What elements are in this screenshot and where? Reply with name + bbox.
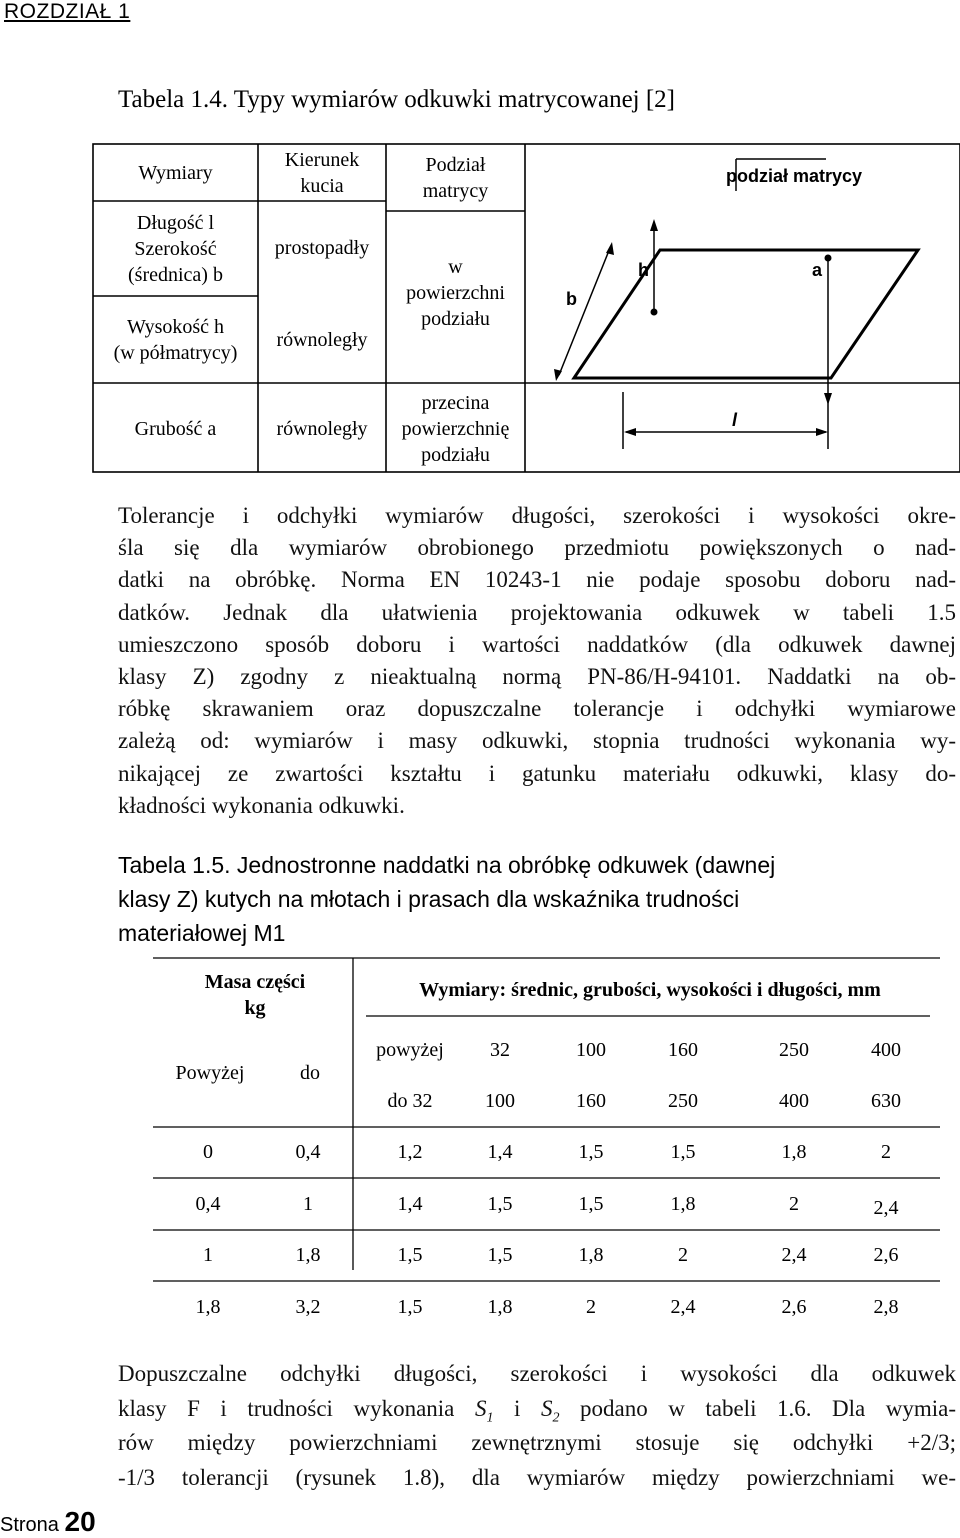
table-1-5-cell: 2: [586, 1296, 596, 1318]
page-label: Strona: [0, 1514, 59, 1536]
table-1-5-mass-to: 1: [303, 1193, 313, 1215]
label-h: h: [638, 260, 649, 280]
table-1-5-mass-from: 0: [203, 1141, 213, 1163]
page-number: 20: [64, 1506, 96, 1537]
table-1-5-cell: 1,8: [670, 1193, 696, 1215]
paragraph-1-line: nikającej ze zwartości kształtu i gatunku materiału odkuwki, klasy do-: [118, 760, 956, 786]
table-1-5-cell: 1,4: [397, 1193, 423, 1215]
table-1-5-cell: 1,8: [487, 1296, 513, 1318]
paragraph-1-line: klasy Z) zgodny z nieaktualną normą PN-86/H-94101. Naddatki na ob-: [118, 663, 956, 689]
table-1-4-caption: Tabela 1.4. Typy wymiarów odkuwki matrycowanej [2]: [118, 86, 676, 113]
table-1-5-cell: 1,8: [781, 1141, 807, 1163]
paragraph-1-line: róbkę skrawaniem oraz dopuszczalne tolerancje i odchyłki wymiarowe: [118, 696, 956, 722]
table-1-5-mass-header: Masa części kg: [204, 971, 306, 1019]
paragraph-2-line: -1/3 tolerancji (rysunek 1.8), dla wymiarów między powierzchniami we-: [118, 1464, 956, 1490]
table-1-4-header-split: Podział matrycy: [422, 154, 489, 202]
label-a: a: [812, 260, 823, 280]
table-1-5-cell: 1,5: [397, 1244, 423, 1266]
table-1-5-mass-to: 1,8: [295, 1244, 321, 1266]
table-1-5-above-value: 100: [576, 1039, 606, 1061]
table-1-5-cell: 2,4: [873, 1197, 899, 1219]
table-1-5-cell: 1,5: [397, 1296, 423, 1318]
table-1-5-above-value: 400: [871, 1039, 901, 1061]
table-1-4-height: Wysokość h (w półmatrycy): [113, 316, 238, 364]
table-1-5-cell: 1,5: [578, 1141, 604, 1163]
table-1-5-cell: 2,6: [781, 1296, 807, 1318]
table-1-5-above-value: 32: [490, 1039, 510, 1061]
table-1-4-parallel: równoległy: [276, 329, 368, 351]
paragraph-1-line: kładności wykonania odkuwki.: [118, 792, 405, 818]
table-1-5-cell: 1,5: [670, 1141, 696, 1163]
paragraph-1-line: umieszczono sposób doboru i wartości naddatków (dla odkuwek dawnej: [118, 631, 956, 657]
page-footer: [0, 1506, 96, 1538]
table-1-5-above-label: powyżej: [376, 1039, 444, 1061]
table-1-5-to-value: 100: [485, 1090, 515, 1112]
table-1-4-header-direction: Kierunek kucia: [284, 149, 360, 197]
table-1-5-cell: 2,8: [873, 1296, 899, 1318]
table-1-4-crosses: przecina powierzchnię podziału: [401, 392, 510, 466]
table-1-5-cell: 1,5: [487, 1193, 513, 1215]
paragraph-1-line: datki na obróbkę. Norma EN 10243-1 nie podaje sposobu doboru nad-: [118, 567, 956, 593]
paragraph-1: [118, 500, 956, 822]
parting-plane-figure: [526, 145, 959, 471]
table-1-5-cell: 1,8: [578, 1244, 604, 1266]
table-1-5-mass-from: 1: [203, 1244, 213, 1266]
paragraph-2-line: Dopuszczalne odchyłki długości, szerokości i wysokości dla odkuwek: [118, 1361, 956, 1386]
table-1-4-parallel-2: równoległy: [276, 418, 368, 440]
table-1-5-mass-to: 0,4: [295, 1141, 321, 1163]
table-1-5-mass-from: 1,8: [195, 1296, 221, 1318]
paragraph-1-line: zależą od: wymiarów i masy odkuwki, stopnia trudności wykonania wy-: [118, 728, 956, 754]
table-1-4-perpendicular: prostopadły: [274, 237, 370, 259]
table-1-5-to-value: 250: [668, 1090, 698, 1112]
table-1-5-mass-to: 3,2: [295, 1296, 321, 1318]
table-1-4-thickness: Grubość a: [134, 418, 217, 440]
table-1-5-to-value: 160: [576, 1090, 606, 1112]
table-1-5-cell: 2: [881, 1141, 891, 1163]
table-1-5-cell: 2: [678, 1244, 688, 1266]
parting-plane-shape: [574, 250, 918, 378]
paragraph-2-line: klasy F i trudności wykonania $S_1$ i $S_2$ podano w tabeli 1.6. Dla wymia-: [118, 1395, 957, 1426]
table-1-5-to-value: 400: [779, 1090, 809, 1112]
table-1-5-above-header: Powyżej: [175, 1062, 245, 1084]
table-1-5-above-value: 250: [779, 1039, 809, 1061]
table-1-5-cell: 1,4: [487, 1141, 513, 1163]
table-1-5-above-value: 160: [668, 1039, 698, 1061]
table-1-4-header-dims: Wymiary: [138, 162, 213, 184]
chapter-header: ROZDZIAŁ 1: [4, 0, 131, 23]
table-1-5-cell: 1,5: [487, 1244, 513, 1266]
paragraph-1-line: Tolerancje i odchyłki wymiarów długości, szerokości i wysokości okre-: [118, 503, 956, 528]
table-1-5-to-label: do 32: [387, 1090, 433, 1112]
dimension-b: [559, 248, 610, 375]
paragraph-1-line: śla się dla wymiarów obrobionego przedmiotu powiększonych o nad-: [118, 535, 956, 561]
table-1-4-in-surface: w powierzchni podziału: [406, 256, 505, 330]
label-b: b: [566, 289, 577, 309]
table-1-5-mass-from: 0,4: [195, 1193, 221, 1215]
paragraph-2: [118, 1357, 956, 1495]
table-1-4-length-width: Długość l Szerokość (średnica) b: [128, 212, 223, 286]
table-1-5-cell: 1,5: [578, 1193, 604, 1215]
table-1-5-cell: 2,4: [670, 1296, 696, 1318]
table-1-5-cell: 2: [789, 1193, 799, 1215]
table-1-5-dims-header: Wymiary: średnic, grubości, wysokości i długości, mm: [419, 979, 881, 1001]
label-split: podział matrycy: [726, 166, 863, 186]
paragraph-2-line: rów między powierzchniami zewnętrznymi stosuje się odchyłki +2/3;: [118, 1430, 956, 1455]
table-1-5-to-header: do: [300, 1062, 320, 1084]
label-l: l: [732, 410, 738, 430]
table-1-5-cell: 2,4: [781, 1244, 807, 1266]
table-1-5-caption: Tabela 1.5. Jednostronne naddatki na obróbkę odkuwek (dawnej klasy Z) kutych na młotach i prasach dla wskaźnika trudności materiałowej M1: [118, 852, 776, 946]
table-1-5-cell: 1,2: [397, 1141, 423, 1163]
table-1-5-cell: 2,6: [873, 1244, 899, 1266]
table-1-5-to-value: 630: [871, 1090, 901, 1112]
paragraph-1-line: datków. Jednak dla ułatwienia projektowania odkuwek w tabeli 1.5: [118, 599, 956, 625]
